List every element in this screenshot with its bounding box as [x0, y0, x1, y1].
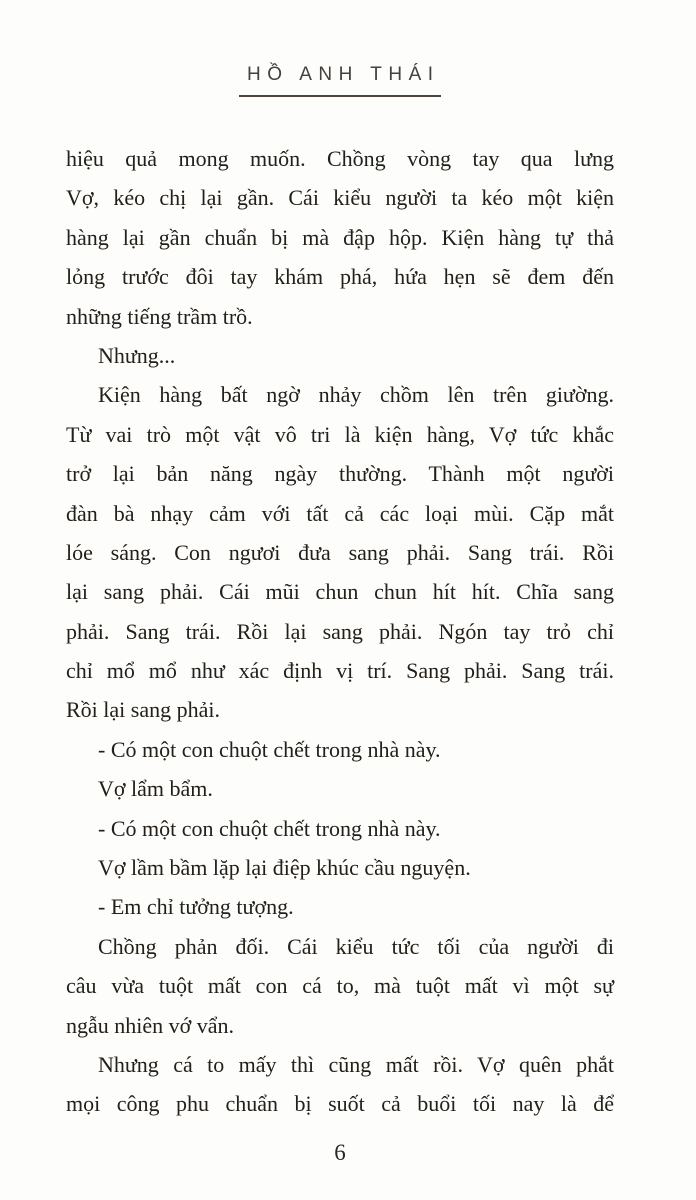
text-line: Từ vai trò một vật vô tri là kiện hàng, Vợ tức khắc: [66, 421, 614, 447]
paragraph: [66, 809, 614, 848]
text-line: Nhưng...: [98, 342, 176, 368]
paragraph: [66, 1045, 614, 1124]
text-line: ngẫu nhiên vớ vẩn.: [66, 1012, 235, 1038]
paragraph: [66, 848, 614, 887]
text-line: phải. Sang trái. Rồi lại sang phải. Ngón tay trỏ chỉ: [66, 618, 614, 644]
paragraph: [66, 927, 614, 1045]
page-number: 6: [334, 1139, 346, 1165]
text-line: chỉ mổ mổ như xác định vị trí. Sang phải. Sang trái.: [66, 658, 614, 684]
text-line: Vợ lẩm bẩm.: [98, 776, 213, 802]
text-line: Vợ lầm bầm lặp lại điệp khúc cầu nguyện.: [98, 855, 471, 881]
text-line: những tiếng trầm trồ.: [66, 303, 253, 329]
text-line: lại sang phải. Cái mũi chun chun hít hít. Chĩa sang: [66, 579, 614, 605]
text-line: mọi công phu chuẩn bị suốt cả buổi tối nay là để: [66, 1091, 614, 1117]
paragraph: [66, 336, 614, 375]
text-line: đàn bà nhạy cảm với tất cả các loại mùi. Cặp mắt: [66, 500, 614, 526]
text-line: trở lại bản năng ngày thường. Thành một người: [66, 461, 614, 487]
text-line: - Có một con chuột chết trong nhà này.: [98, 815, 441, 841]
running-header: HỒ ANH THÁI: [246, 64, 440, 85]
text-line: hiệu quả mong muốn. Chồng vòng tay qua lưng: [66, 146, 614, 171]
text-line: Nhưng cá to mấy thì cũng mất rồi. Vợ quên phắt: [98, 1051, 614, 1077]
text-line: hàng lại gần chuẩn bị mà đập hộp. Kiện hàng tự thả: [66, 224, 614, 250]
text-line: Chồng phản đối. Cái kiểu tức tối của người đi: [98, 933, 614, 959]
text-line: Vợ, kéo chị lại gần. Cái kiểu người ta kéo một kiện: [66, 185, 614, 211]
text-line: - Em chỉ tưởng tượng.: [98, 894, 294, 920]
page-body: [66, 139, 614, 1124]
text-line: Rồi lại sang phải.: [66, 697, 220, 723]
text-line: lỏng trước đôi tay khám phá, hứa hẹn sẽ đem đến: [66, 264, 614, 290]
paragraph: [66, 887, 614, 926]
text-line: lóe sáng. Con ngươi đưa sang phải. Sang trái. Rồi: [66, 539, 614, 565]
paragraph: [66, 139, 614, 336]
paragraph: [66, 375, 614, 730]
paragraph: [66, 730, 614, 769]
text-line: - Có một con chuột chết trong nhà này.: [98, 736, 441, 762]
paragraph: [66, 769, 614, 808]
header-rule: [239, 95, 441, 97]
text-line: Kiện hàng bất ngờ nhảy chồm lên trên giường.: [98, 382, 614, 408]
text-line: câu vừa tuột mất con cá to, mà tuột mất vì một sự: [66, 973, 614, 999]
